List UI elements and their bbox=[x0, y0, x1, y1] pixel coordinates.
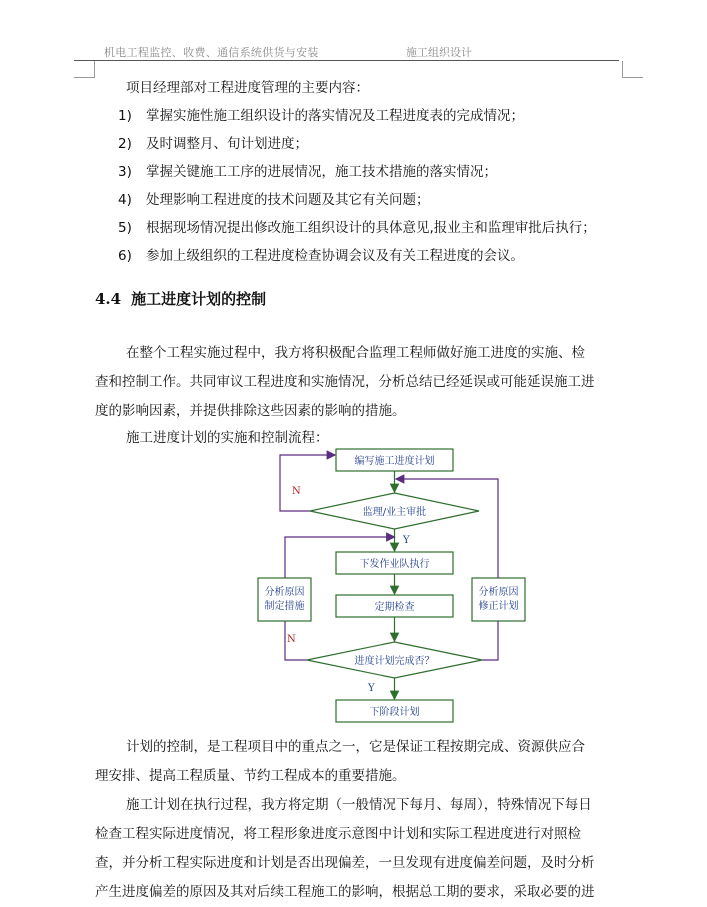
box-analyze-right bbox=[472, 578, 525, 621]
list-text: 掌握关键施工工序的进展情况，施工技术措施的落实情况； bbox=[146, 164, 497, 180]
paragraph-1 bbox=[95, 339, 630, 426]
list-text: 掌握实施性施工组织设计的落实情况及工程进度表的完成情况； bbox=[146, 108, 524, 124]
list-number: 5) bbox=[118, 220, 132, 236]
list-item bbox=[118, 242, 524, 270]
label-y-approve: Y bbox=[403, 535, 410, 546]
label-n-done: N bbox=[287, 634, 296, 645]
header-rule bbox=[74, 60, 619, 61]
list-number: 2) bbox=[118, 136, 132, 152]
paragraph-line: 产生进度偏差的原因及其对后续工程施工的影响，根据总工期的要求，采取必要的进 bbox=[95, 884, 595, 900]
loop-reject-to-compile bbox=[280, 455, 335, 511]
list-number: 6) bbox=[118, 248, 132, 264]
loop-done-to-analyze-right bbox=[482, 621, 498, 660]
label-y-done: Y bbox=[368, 683, 375, 694]
box-periodic-check-label: 定期检查 bbox=[374, 602, 415, 613]
section-heading bbox=[95, 288, 266, 309]
list-item bbox=[118, 214, 596, 242]
list-item bbox=[118, 186, 430, 214]
box-analyze-right-line2: 修正计划 bbox=[478, 601, 519, 612]
list-number: 1) bbox=[118, 108, 132, 124]
paragraph-line: 施工计划在执行过程，我方将定期（一般情况下每月、每周），特殊情况下每日 bbox=[126, 797, 592, 813]
list-text: 处理影响工程进度的技术问题及其它有关问题； bbox=[146, 192, 430, 208]
running-header-left: 机电工程监控、收费、通信系统供货与安装 bbox=[104, 46, 319, 59]
running-header-right: 施工组织设计 bbox=[406, 46, 472, 59]
progress-control-flowchart bbox=[250, 445, 540, 730]
box-compile-plan-label: 编写施工进度计划 bbox=[354, 456, 435, 467]
box-analyze-left bbox=[258, 578, 311, 621]
diamond-plan-done-label: 进度计划完成否？ bbox=[354, 656, 435, 667]
list-text: 参加上级组织的工程进度检查协调会议及有关工程进度的会议。 bbox=[146, 248, 524, 264]
flow-intro: 施工进度计划的实施和控制流程： bbox=[126, 430, 329, 446]
box-analyze-left-line1: 分析原因 bbox=[264, 587, 305, 598]
box-analyze-right-line1: 分析原因 bbox=[478, 587, 519, 598]
list-item bbox=[118, 158, 497, 186]
box-next-stage-label: 下阶段计划 bbox=[369, 707, 420, 718]
list-number: 4) bbox=[118, 192, 132, 208]
list-item bbox=[118, 130, 308, 158]
paragraph-line: 查和控制工作。共同审议工程进度和实施情况，分析总结已经延误或可能延误施工进 bbox=[95, 374, 595, 390]
diamond-approve-label: 监理/业主审批 bbox=[362, 507, 427, 518]
section-title: 施工进度计划的控制 bbox=[131, 290, 267, 308]
paragraph-2 bbox=[95, 733, 630, 791]
section-number: 4.4 bbox=[95, 290, 122, 308]
list-item bbox=[118, 102, 524, 130]
margin-mark-right bbox=[622, 61, 623, 77]
box-analyze-left-line2: 制定措施 bbox=[264, 601, 305, 612]
list-text: 及时调整月、旬计划进度； bbox=[146, 136, 308, 152]
margin-mark-left-h bbox=[74, 77, 95, 78]
margin-mark-right-h bbox=[622, 77, 643, 78]
paragraph-line: 度的影响因素，并提供排除这些因素的影响的措施。 bbox=[95, 403, 406, 419]
intro-text: 项目经理部对工程进度管理的主要内容： bbox=[126, 80, 369, 96]
paragraph-line: 检查工程实际进度情况，将工程形象进度示意图中计划和实际工程进度进行对照检 bbox=[95, 826, 581, 842]
list-text: 根据现场情况提出修改施工组织设计的具体意见,报业主和监理审批后执行； bbox=[146, 220, 596, 236]
paragraph-line: 计划的控制，是工程项目中的重点之一，它是保证工程按期完成、资源供应合 bbox=[126, 739, 585, 755]
paragraph-line: 在整个工程实施过程中，我方将积极配合监理工程师做好施工进度的实施、检 bbox=[126, 345, 585, 361]
box-issue-label: 下发作业队执行 bbox=[359, 559, 430, 570]
paragraph-line: 理安排、提高工程质量、节约工程成本的重要措施。 bbox=[95, 768, 406, 784]
label-n-approve: N bbox=[292, 486, 301, 497]
paragraph-3 bbox=[95, 791, 630, 907]
list-number: 3) bbox=[118, 164, 132, 180]
paragraph-line: 查，并分析工程实际进度和计划是否出现偏差，一旦发现有进度偏差问题，及时分析 bbox=[95, 855, 595, 871]
margin-mark-left bbox=[94, 61, 95, 77]
